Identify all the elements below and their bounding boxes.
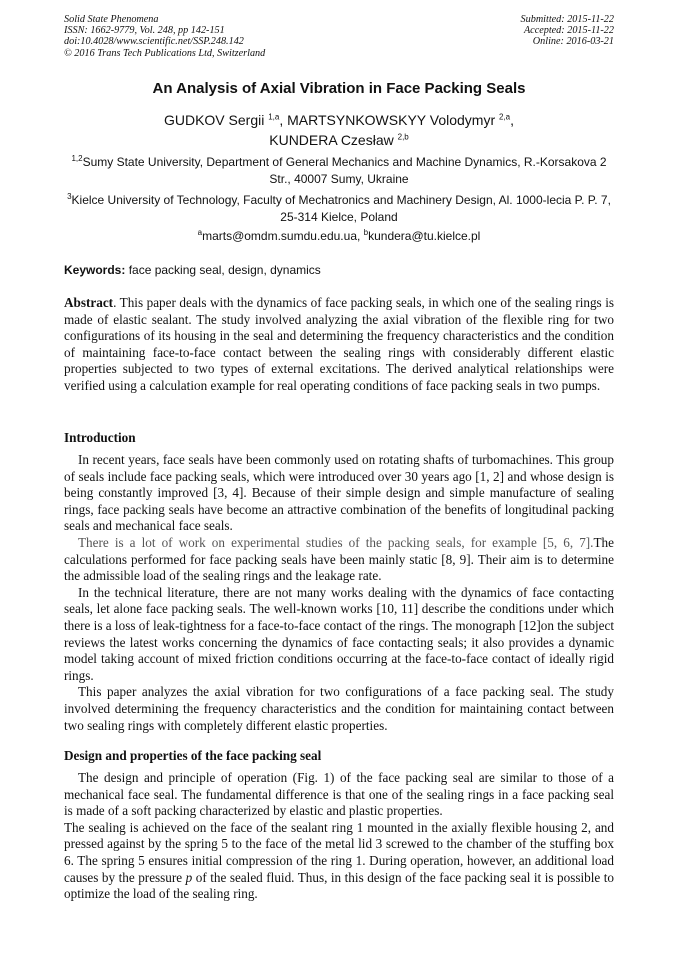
affiliation-text: Kielce University of Technology, Faculty of Mechatronics and Machinery Design, Al. 1000-lecia P. P. 7, 25-314 Kielce, Poland [71,193,611,224]
issn-line: ISSN: 1662-9779, Vol. 248, pp 142-151 [64,25,225,37]
paragraph-text: The sealing is achieved on the face of the sealant ring 1 mounted in the axially flexible housing 2, and pressed against by the spring 5 to the face of the metal lid 3 screwed to the chamber of the stuffing box 6. The spring 5 ensures initial compression of the ring 1. During operation, however, an additional load causes by the pressure [64,819,614,885]
introduction-body [64,452,614,734]
paragraph-text: of the sealed fluid. Thus, in this design of the face packing seal it is possible to optimize the load of the sealing ring. [64,869,614,902]
email-b: kundera@tu.kielce.pl [368,229,481,243]
section-heading-introduction: Introduction [64,430,136,445]
paragraph-text: The calculations performed for face packing seals have been mainly static [8, 9]. Their aim is to determine the admissible load of the sealing rings and the leakage rate. [64,534,614,584]
online-date: Online: 2016-03-21 [532,36,614,48]
author-list [64,110,614,150]
author-affiliation-mark: 2,a [499,112,511,122]
copyright-line: © 2016 Trans Tech Publications Ltd, Switzerland [64,47,266,59]
paragraph: In recent years, face seals have been commonly used on rotating shafts of turbomachines. This group of seals include face packing seals, which were introduced over 30 years ago [1, 2] and whose design is being constantly improved [3, 4]. Because of their simple design and simple manufacture of sealing rings, face packing seals have become an attractive combination of the benefits of longitudinal packing seals and mechanical face seals. [64,452,614,534]
design-body [64,770,614,903]
paragraph: The design and principle of operation (Fig. 1) of the face packing seal are similar to those of a mechanical face seal. The fundamental difference is that one of the sealing rings in a face packing seal is made of a soft packing characterized by elastic and plastic properties. [64,770,614,819]
author-emails [64,228,614,245]
abstract [64,295,614,395]
accepted-date: Accepted: 2015-11-22 [523,25,614,37]
doi-line: doi:10.4028/www.scientific.net/SSP.248.142 [64,36,244,48]
author-name: GUDKOV Sergii [163,112,269,128]
submitted-date: Submitted: 2015-11-22 [520,14,614,25]
paragraph-grey-text: There is a lot of work on experimental studies of the packing seals, for example [5, 6, 7]. [78,534,594,550]
affiliation-mark: 3 [67,192,72,201]
email-a: marts@omdm.sumdu.edu.ua, [202,229,364,243]
affiliation-1 [64,154,614,188]
email-mark: a [197,228,203,237]
paper-title: An Analysis of Axial Vibration in Face Packing Seals [152,80,526,97]
author-separator: , [510,112,515,128]
paragraph: This paper analyzes the axial vibration for two configurations of a face packing seal. The study involved determining the frequency characteristics and the condition for maintaining contact between two sealing rings with completely different elastic properties. [64,684,614,733]
email-mark: b [363,228,369,237]
keywords [64,263,321,277]
section-heading-design: Design and properties of the face packing seal [64,748,322,763]
keywords-text: face packing seal, design, dynamics [125,263,321,277]
paragraph: In the technical literature, there are not many works dealing with the dynamics of face contacting seals, let alone face packing seals. The well-known works [10, 11] describe the conditions under which there is a loss of leak-tightness for a face-to-face contact of the rings. The monograph [12]on the subject reviews the latest works concerning the dynamics of face contacting seals; it also provides a dynamic model taking account of mixed friction conditions occurring at the face-to-face contact of ideally rigid rings. [64,584,614,683]
affiliation-2 [64,192,614,226]
abstract-text: . This paper deals with the dynamics of face packing seals, in which one of the sealing rings is made of elastic sealant. The study involved analyzing the axial vibration of the flexible ring for two configurations of its housing in the seal and determining the frequency characteristics and the condition of maintaining face-to-face contact between the sealing rings with considerably different elastic properties subjected to two types of external excitations. The derived analytical relationships were verified using a calculation example for real operating conditions of face packing seals in two pumps. [64,295,614,393]
paragraph [64,535,614,585]
abstract-label: Abstract [64,295,114,310]
pressure-variable: p [185,869,193,885]
journal-name: Solid State Phenomena [64,14,159,25]
paragraph [64,820,614,903]
journal-info [64,14,265,59]
author-affiliation-mark: 2,b [397,132,409,142]
author-name: MARTSYNKOWSKYY Volodymyr [287,112,499,128]
publication-dates [521,14,614,48]
author-affiliation-mark: 1,a [268,112,280,122]
affiliation-mark: 1,2 [71,154,83,163]
author-separator: , [279,112,288,128]
affiliation-text: Sumy State University, Department of General Mechanics and Machine Dynamics, R.-Korsakova 2 Str., 40007 Sumy, Ukraine [82,155,607,186]
author-name: KUNDERA Czesław [269,132,398,148]
keywords-label: Keywords: [64,263,126,277]
